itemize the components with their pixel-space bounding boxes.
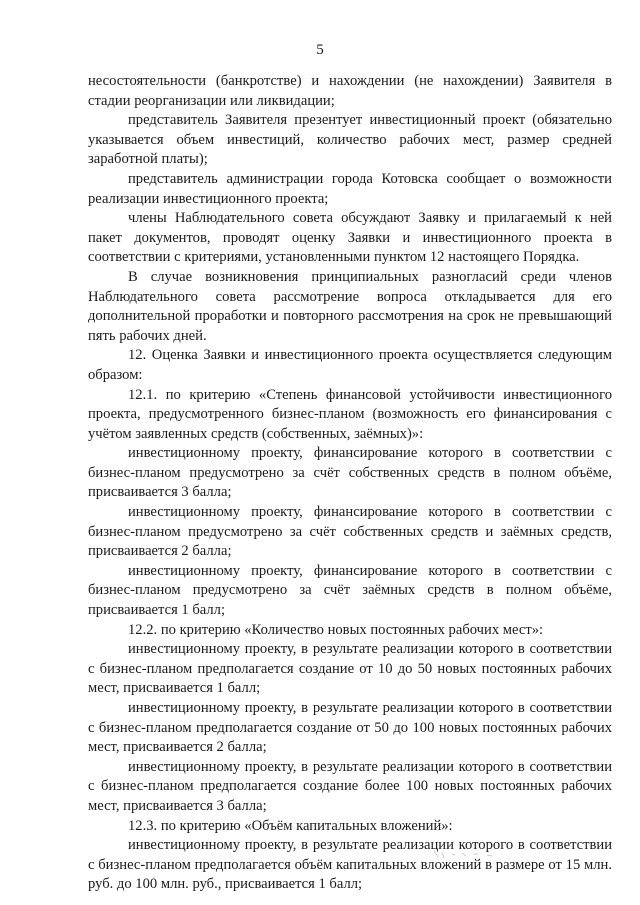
paragraph: инвестиционному проекту, финансирование которого в соответствии с бизнес-планом предусмотрено за счёт собственных средств и заёмных средств, присваивается 2 балла; (88, 504, 612, 560)
paragraph: 12.1. по критерию «Степень финансовой устойчивости инвестиционного проекта, предусмотренного бизнес-планом (возможность его финансирования с учётом заявленных средств (собственных, заёмных)»: (88, 386, 612, 442)
paragraph: инвестиционному проекту, финансирование которого в соответствии с бизнес-планом предусмотрено за счёт заёмных средств в полном объёме, присваивается 1 балл; (88, 562, 612, 619)
paragraph: представитель Заявителя презентует инвестиционный проект (обязательно указывается объем инвестиций, количество рабочих мест, размер средней заработной платы); (88, 112, 612, 168)
paragraph: представитель администрации города Котовска сообщает о возможности реализации инвестиционного проекта; (88, 170, 612, 207)
paragraph: 12.3. по критерию «Объём капитальных вложений»: (128, 817, 453, 834)
paragraph: 12. Оценка Заявки и инвестиционного проекта осуществляется следующим образом: (88, 347, 612, 383)
scan-mark (432, 848, 502, 862)
document-body (88, 72, 612, 895)
paragraph: В случае возникновения принципиальных разногласий среди членов Наблюдательного совета рассмотрение вопроса откладывается для его дополнительной проработки и повторного рассмотрения на срок не превышающий пять рабочих дней. (88, 268, 612, 344)
paragraph: инвестиционному проекту, финансирование которого в соответствии с бизнес-планом предусмотрено за счёт собственных средств в полном объёме, присваивается 3 балла; (88, 445, 612, 501)
paragraph: инвестиционному проекту, в результате реализации которого в соответствии с бизнес-планом предполагается объём капитальных вложений в размере от 15 млн. руб. до 100 млн. руб., присваивается 1 балл; (88, 837, 612, 893)
paragraph: инвестиционному проекту, в результате реализации которого в соответствии с бизнес-планом предполагается создание более 100 новых постоянных рабочих мест, присваивается 3 балла; (88, 758, 612, 814)
page-number: 5 (316, 42, 324, 58)
paragraph: инвестиционному проекту, в результате реализации которого в соответствии с бизнес-планом предполагается создание от 50 до 100 новых постоянных рабочих мест, присваивается 2 балла; (88, 700, 612, 756)
paragraph: 12.2. по критерию «Количество новых постоянных рабочих мест»: (128, 621, 544, 638)
paragraph: члены Наблюдательного совета обсуждают Заявку и прилагаемый к ней пакет документов, проводят оценку Заявки и инвестиционного проекта в соответствии с критериями, установленными пунктом 12 настоящего Порядка. (88, 210, 612, 266)
paragraph: инвестиционному проекту, в результате реализации которого в соответствии с бизнес-планом предполагается создание от 10 до 50 новых постоянных рабочих мест, присваивается 1 балл; (88, 641, 612, 697)
paragraph: несостоятельности (банкротстве) и нахождении (не нахождении) Заявителя в стадии реорганизации или ликвидации; (88, 73, 612, 109)
